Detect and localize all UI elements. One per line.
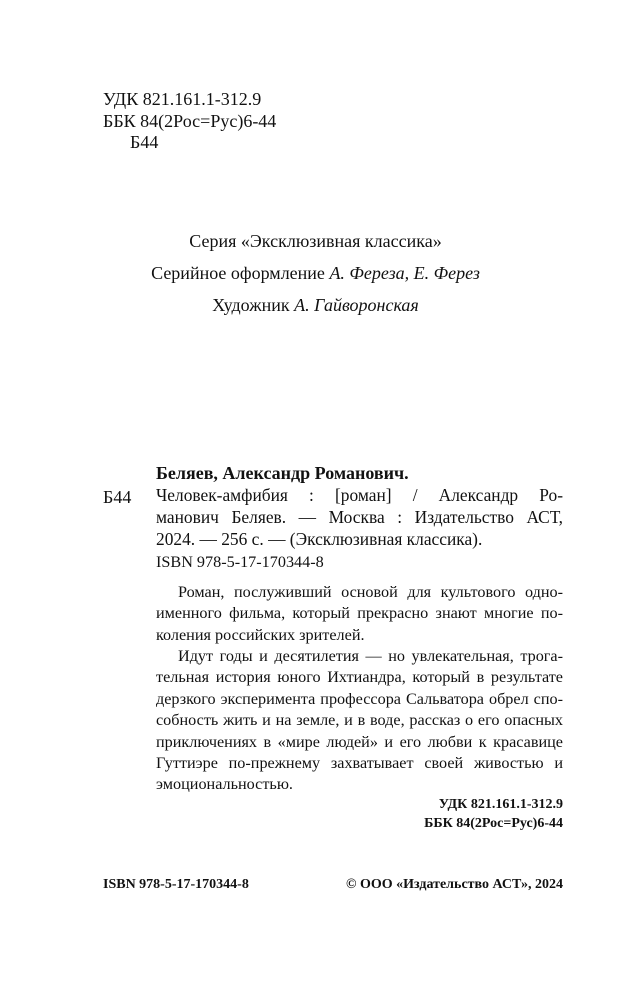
udk-code-bottom: УДК 821.161.1-312.9 [438,797,563,812]
copyright-notice: © ООО «Издательство АСТ», 2024 [345,877,563,892]
annotation-paragraph-1 [156,582,563,646]
annotation-line: Гуттиэре по-прежнему захватывает своей живостью и [156,754,563,773]
annotation-line: тельная история юного Ихтиандра, который в результате [156,668,563,687]
annotation-line: собность жить и на земле, и в воде, рассказ о его опасных [156,711,563,730]
description-line: манович Беляев. — Москва : Издательство АСТ, [156,507,563,527]
annotation-line: Идут годы и десятилетия — но увлекательная, трога- [178,647,563,665]
series-line: Серия «Эксклюзивная классика» [189,231,442,251]
description-line: 2024. — 256 с. — (Эксклюзивная классика). [156,529,483,549]
author-heading: Беляев, Александр Романович. [156,463,409,483]
bbk-code-top: ББК 84(2Рос=Рус)6-44 [103,111,277,131]
design-prefix: Серийное оформление [151,263,330,283]
description-line: Человек-амфибия : [роман] / Александр Ро- [156,485,563,505]
design-credit [0,262,631,284]
author-mark-top: Б44 [130,132,159,152]
annotation-line: Роман, послуживший основой для культового одно- [178,583,563,601]
artist-credit [0,294,631,316]
author-mark: Б44 [103,487,132,507]
design-names: А. Фереза, Е. Ферез [329,263,480,283]
artist-name: А. Гайворонская [294,295,419,315]
footer-isbn: ISBN 978-5-17-170344-8 [103,877,249,892]
annotation-line: эмоциональностью. [156,775,293,794]
udk-code-top: УДК 821.161.1-312.9 [103,89,262,109]
bbk-code-bottom: ББК 84(2Рос=Рус)6-44 [424,816,563,831]
artist-prefix: Художник [212,295,295,315]
bibliographic-description [156,484,563,550]
annotation-paragraph-2 [156,646,563,796]
annotation-line: приключениях в «мире людей» и его любви к красавице [156,732,563,751]
annotation-line: дерзкого эксперимента профессора Сальватора обрел спо- [156,689,563,708]
annotation-line: именного фильма, который прекрасно знают многие по- [156,604,563,623]
annotation-line: коления российских зрителей. [156,625,365,644]
isbn-record: ISBN 978-5-17-170344-8 [156,553,324,571]
